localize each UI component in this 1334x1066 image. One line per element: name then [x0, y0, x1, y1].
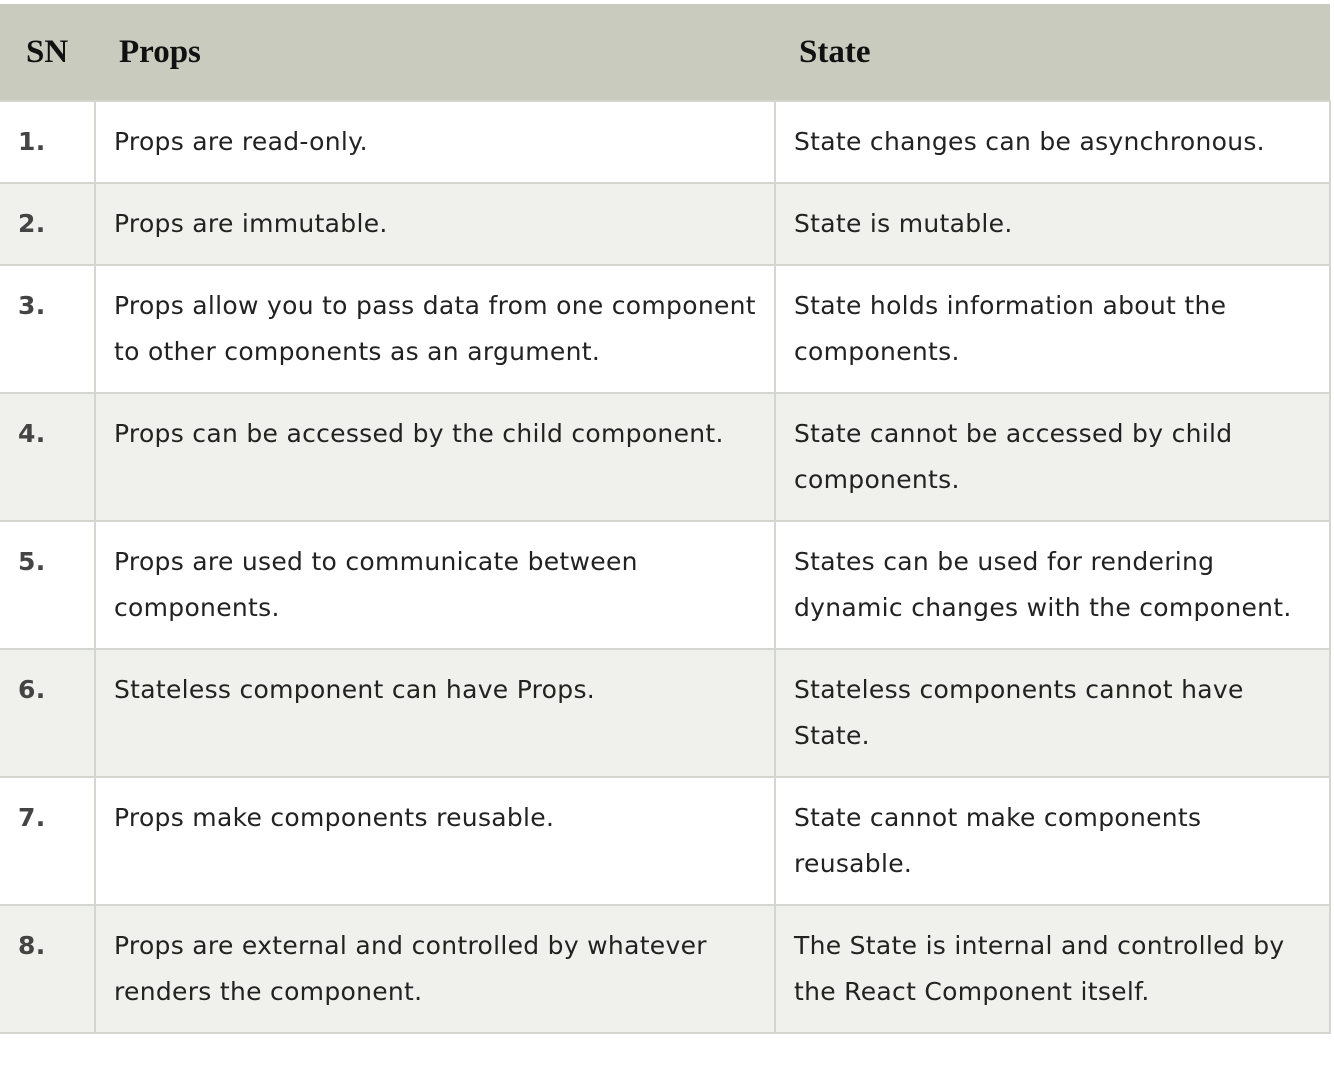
header-row [0, 4, 1330, 101]
state-cell: State cannot make components reusable. [775, 777, 1330, 905]
table-row [0, 101, 1330, 183]
props-cell: Props are external and controlled by whatever renders the component. [95, 905, 775, 1033]
table-row [0, 393, 1330, 521]
comparison-table [0, 4, 1331, 1034]
props-cell: Props are read-only. [95, 101, 775, 183]
row-number: 2. [0, 183, 95, 265]
props-cell: Props are immutable. [95, 183, 775, 265]
table-row [0, 521, 1330, 649]
state-cell: States can be used for rendering dynamic changes with the component. [775, 521, 1330, 649]
props-cell: Stateless component can have Props. [95, 649, 775, 777]
table-row [0, 905, 1330, 1033]
table-row [0, 649, 1330, 777]
row-number: 3. [0, 265, 95, 393]
state-cell: The State is internal and controlled by the React Component itself. [775, 905, 1330, 1033]
table-row [0, 265, 1330, 393]
header-state: State [775, 4, 1330, 101]
state-cell: State holds information about the components. [775, 265, 1330, 393]
props-cell: Props can be accessed by the child component. [95, 393, 775, 521]
props-cell: Props allow you to pass data from one component to other components as an argument. [95, 265, 775, 393]
table-body [0, 101, 1330, 1033]
props-cell: Props are used to communicate between components. [95, 521, 775, 649]
row-number: 5. [0, 521, 95, 649]
row-number: 4. [0, 393, 95, 521]
row-number: 8. [0, 905, 95, 1033]
header-sn: SN [0, 4, 95, 101]
row-number: 1. [0, 101, 95, 183]
row-number: 7. [0, 777, 95, 905]
state-cell: Stateless components cannot have State. [775, 649, 1330, 777]
header-props: Props [95, 4, 775, 101]
state-cell: State is mutable. [775, 183, 1330, 265]
table-row [0, 183, 1330, 265]
row-number: 6. [0, 649, 95, 777]
table-header [0, 4, 1330, 101]
props-cell: Props make components reusable. [95, 777, 775, 905]
state-cell: State changes can be asynchronous. [775, 101, 1330, 183]
state-cell: State cannot be accessed by child components. [775, 393, 1330, 521]
table-row [0, 777, 1330, 905]
